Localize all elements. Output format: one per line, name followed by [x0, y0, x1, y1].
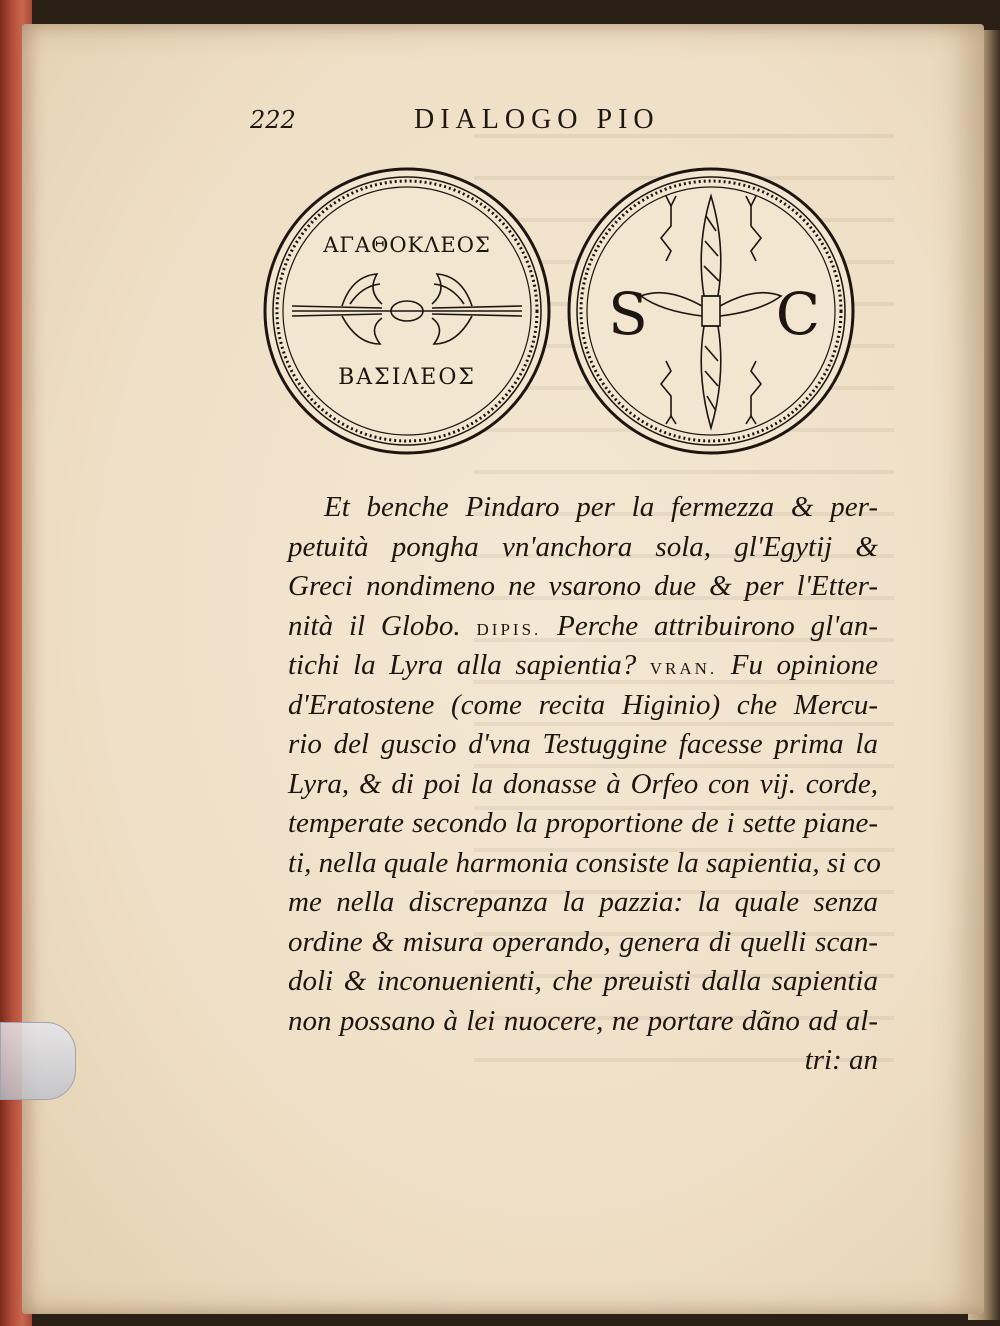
text-fragment: tichi la Lyra alla sapientia? — [288, 649, 637, 681]
speaker-vran: VRAN. — [649, 659, 718, 678]
text-line — [288, 646, 878, 686]
text-line: doli & inconuenienti, che preuisti dalla sapientia — [288, 965, 878, 997]
text-line: Lyra, & di poi la donasse à Orfeo con vij. corde, — [288, 767, 878, 800]
text-fragment: Perche attribuirono gl'an- — [557, 609, 878, 642]
coin-reverse-illustration — [566, 166, 856, 456]
text-fragment: Fu opinione — [730, 649, 879, 681]
text-line: ti, nella quale harmonia consiste la sapientia, si co — [288, 846, 881, 879]
text-line: petuità pongha vn'anchora sola, gl'Egytij & — [288, 530, 878, 563]
catchword: tri: an — [804, 1044, 878, 1076]
text-line: non possano à lei nuocere, ne portare dãno ad al- — [288, 1004, 878, 1037]
coin-left-svg — [262, 166, 552, 456]
running-title: DIALOGO PIO — [414, 104, 660, 135]
text-fragment: nità il Globo. — [288, 609, 461, 642]
coin-letter-s: S — [608, 280, 648, 348]
text-line: Greci nondimeno ne vsarono due & per l'Etter- — [288, 570, 878, 602]
coin-top-inscription: ΑΓΑΘΟΚΛΕΟΣ — [323, 233, 491, 257]
coin-letter-c: C — [775, 280, 821, 348]
page-clip-marker — [0, 1022, 76, 1100]
coin-obverse-illustration — [262, 166, 552, 456]
page-number: 222 — [250, 106, 296, 134]
text-line: ordine & misura operando, genera di quelli scan- — [288, 925, 878, 958]
coin-bottom-inscription: ΒΑΣΙΛΕΟΣ — [338, 365, 476, 390]
text-line: rio del guscio d'vna Testuggine facesse prima la — [288, 728, 878, 760]
text-line: Et benche Pindaro per la fermezza & per- — [324, 491, 878, 523]
text-line: temperate secondo la proportione de i sette piane- — [288, 807, 878, 839]
body-paragraph — [288, 488, 881, 1081]
text-line: d'Eratostene (come recita Higinio) che Mercu- — [288, 688, 878, 721]
page-header — [230, 100, 690, 140]
text-line — [288, 607, 878, 647]
coin-right-svg — [566, 166, 856, 456]
text-line: me nella discrepanza la pazzia: la quale senza — [288, 886, 878, 918]
speaker-dipis: DIPIS. — [476, 619, 542, 639]
